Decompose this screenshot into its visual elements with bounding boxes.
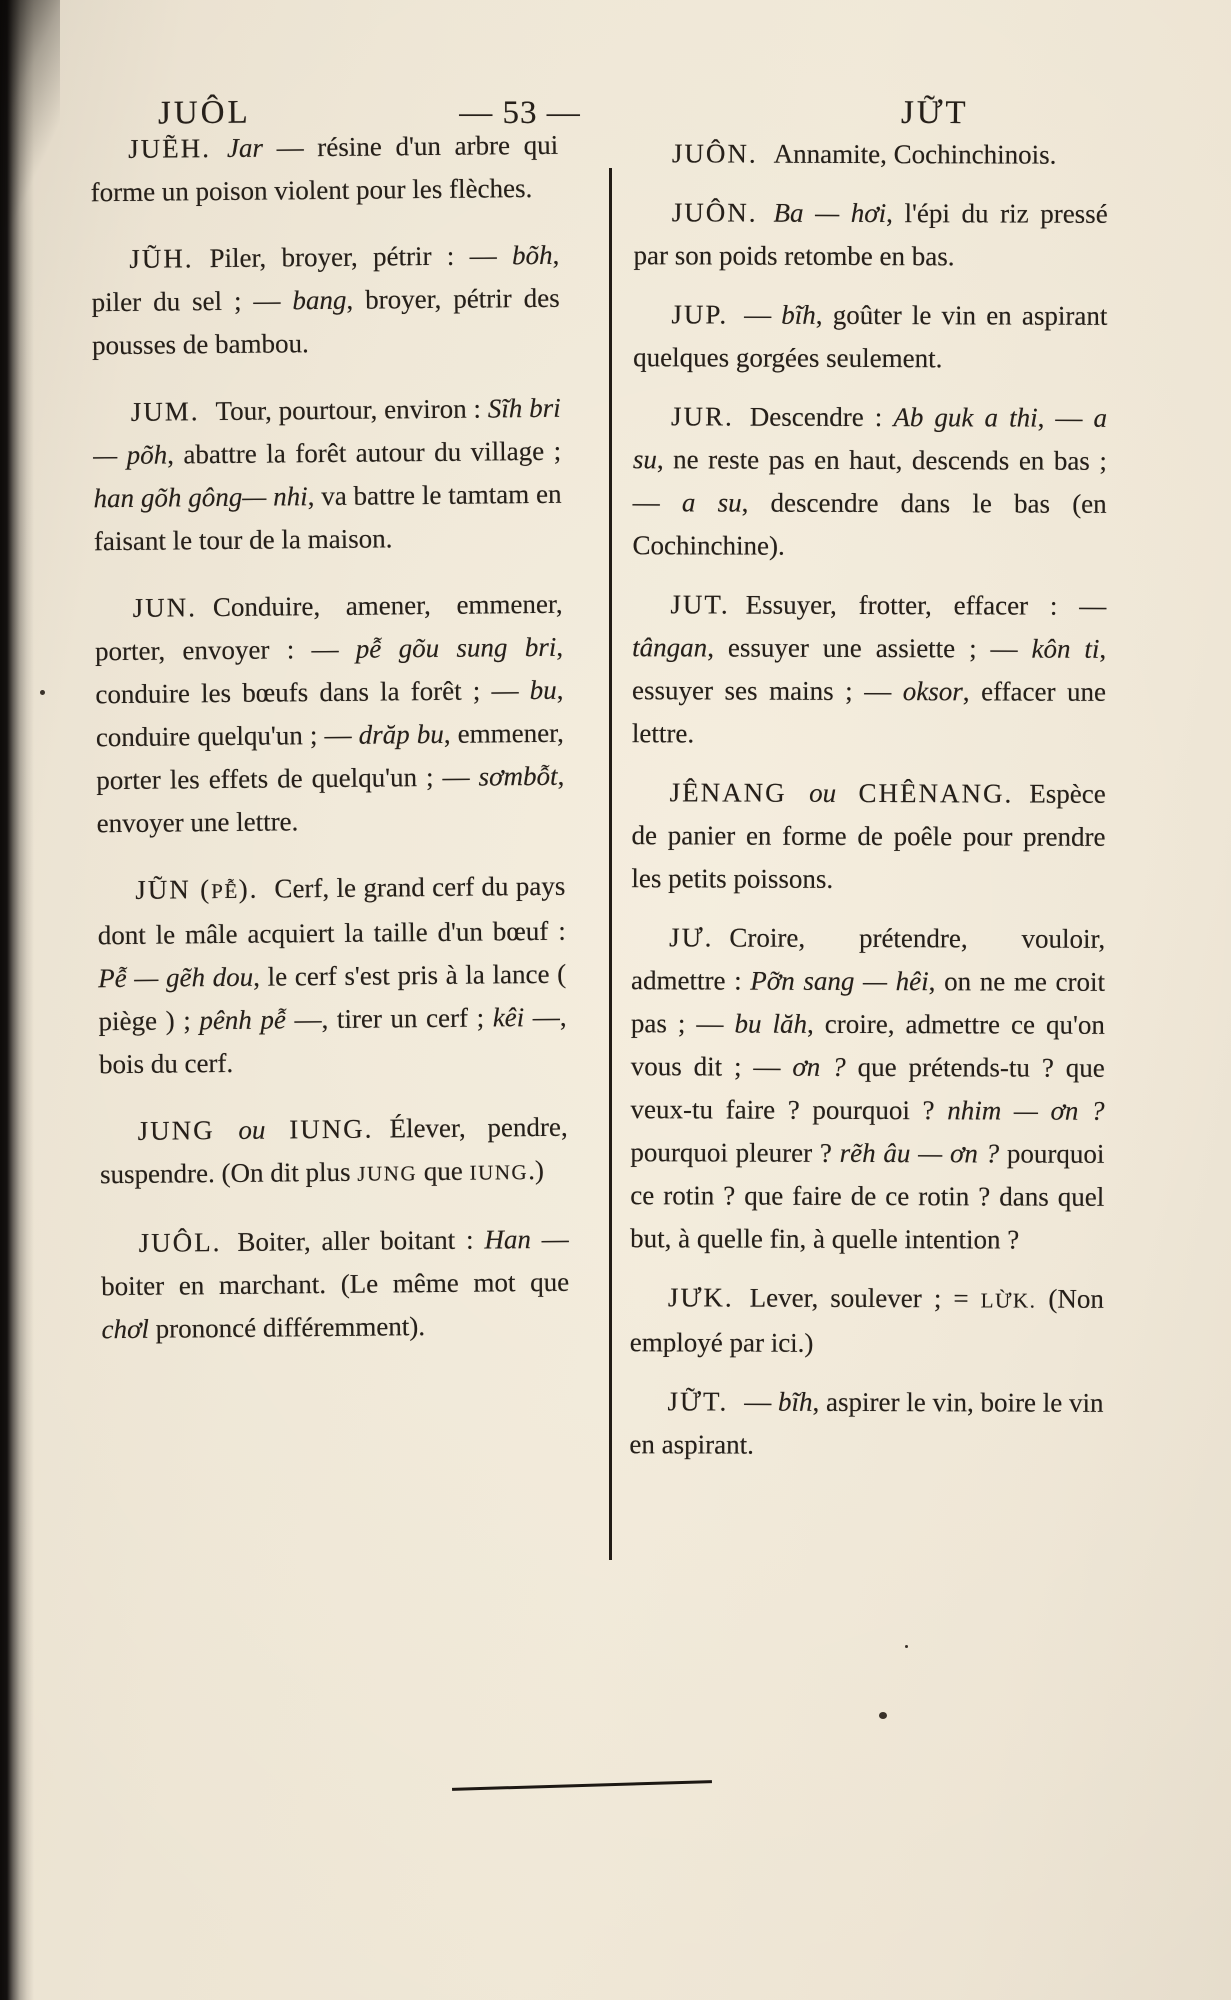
entry-italic-term: rẽh âu — ơn ? (839, 1137, 1000, 1169)
entry-headword: JUNG (137, 1114, 239, 1146)
entry-italic-term: a su (681, 487, 742, 518)
entry-text: .) (528, 1154, 545, 1186)
entry-headword: JƯ. (669, 922, 714, 953)
entry-text: que (416, 1155, 470, 1187)
entry-italic-term: Pễ — gẽh dou (98, 961, 254, 994)
dictionary-entry (633, 191, 1107, 279)
entry-text: Annamite, Cochinchinois. (773, 138, 1057, 170)
entry-italic-term: ou (809, 777, 837, 808)
entry-text: Croire, prétendre, vouloir, admettre : (630, 922, 1106, 996)
right-column (629, 132, 1108, 1484)
entry-italic-term: Ba — hơi (773, 197, 887, 229)
dictionary-entry (630, 916, 1105, 1262)
entry-italic-term: bõh (511, 239, 553, 271)
entry-text: , va battre le tamtam en faisant le tour de la maison. (93, 478, 562, 557)
entry-italic-term: sơmbỗt (478, 760, 558, 792)
entry-headword: CHÊNANG. (836, 777, 1014, 809)
dictionary-entry (634, 132, 1108, 177)
entry-italic-term: bang (292, 284, 347, 316)
entry-italic-term: Han (484, 1224, 532, 1255)
entry-smallcaps: PỄ (211, 878, 239, 904)
entry-text: Conduire, amener, emmener, porter, envoyer : — (94, 588, 563, 667)
ink-speck (879, 1712, 887, 1719)
entry-text: , piler du sel ; — (91, 239, 560, 318)
entry-headword: JUR. (670, 401, 734, 432)
entry-italic-term: Pỡn sang — hêi (750, 965, 929, 997)
entry-text: , descendre dans le bas (en Cochinchine). (632, 487, 1107, 561)
entry-text: , envoyer une lettre. (96, 760, 565, 839)
entry-italic-term: Ab guk a thi (893, 402, 1038, 433)
entry-headword: JUP. (671, 299, 729, 330)
dictionary-entry (94, 583, 564, 845)
entry-italic-term: han gõh gông— nhi (93, 481, 308, 514)
entry-text: prononcé différemment). (148, 1311, 426, 1344)
entry-headword: IUNG. (265, 1113, 374, 1145)
entry-italic-term: bu lăh (734, 1008, 808, 1039)
entry-text: —, tirer un cerf ; (285, 1002, 493, 1035)
dictionary-entry (633, 293, 1107, 381)
entry-smallcaps: LỪK. (980, 1288, 1037, 1313)
entry-italic-term: tângan (632, 632, 708, 663)
entry-text: — résine d'un arbre qui forme un poison violent pour les flèches. (90, 129, 559, 208)
entry-text: , goûter le vin en aspirant quelques gorgées seulement. (633, 299, 1108, 374)
entry-text: , essuyer une assiette ; — (707, 632, 1032, 664)
entry-italic-term: bĩh (777, 1386, 813, 1417)
entry-headword: ). (238, 873, 259, 904)
entry-text: que prétends-tu ? que veux-tu faire ? pourquoi ? (630, 1051, 1105, 1126)
entry-italic-term: kôn ti (1031, 633, 1100, 664)
entry-italic-term: bu (529, 674, 557, 706)
entry-text: , ne reste pas en haut, descends en bas ; — (632, 444, 1107, 518)
entry-text: , on ne me croit pas ; — (630, 966, 1106, 1039)
entry-headword: JUẼH. (128, 133, 212, 164)
entry-text: — boiter en marchant. (Le même mot que (100, 1223, 570, 1302)
entry-text: — (744, 299, 782, 330)
entry-text: , conduire les bœufs dans la forêt ; — (95, 631, 564, 710)
entry-headword: JUÔL. (138, 1227, 222, 1258)
entry-text: pourquoi pleurer ? (630, 1137, 840, 1168)
entry-text: Espèce de panier en forme de poêle pour prendre les petits poissons. (631, 778, 1106, 894)
dictionary-entry (631, 771, 1105, 902)
entry-text: Essuyer, frotter, effacer : — (745, 589, 1107, 621)
running-head-left: JUÔL (157, 94, 251, 132)
running-head-right: JỮT (900, 94, 969, 132)
entry-text: Descendre : (749, 401, 894, 433)
entry-text: , essuyer ses mains ; — (632, 633, 1107, 707)
entry-headword: JÊNANG (669, 777, 810, 808)
column-divider-rule (609, 168, 612, 1560)
entry-text: pourquoi ce rotin ? que faire de ce rotin ? dans quel but, à quelle fin, à quelle intention ? (630, 1138, 1105, 1255)
entry-text: Élever, pendre, suspendre. (On dit plus (99, 1111, 568, 1190)
scan-edge-corner-shadow (0, 0, 60, 260)
entry-text: Tour, pourtour, environ : (215, 393, 488, 427)
entry-text: Piler, broyer, pétrir : — (209, 240, 513, 274)
entry-text: , le cerf s'est pris à la lance ( piège ) ; (98, 958, 567, 1037)
entry-text: , conduire quelqu'un ; — (95, 674, 564, 753)
entry-italic-term: bĩh (781, 299, 816, 330)
entry-italic-term: Sĩh bri — põh (93, 392, 561, 471)
entry-text: Lever, soulever ; = (749, 1282, 981, 1314)
entry-headword: JUÔN. (671, 197, 758, 228)
entry-text: Boiter, aller boitant : (237, 1224, 485, 1257)
entry-smallcaps: IUNG (469, 1160, 529, 1185)
ink-speck (40, 690, 45, 695)
entry-text: , l'épi du riz pressé par son poids retombe en bas. (633, 198, 1108, 272)
entry-italic-term: pễ gõu sung bri (355, 631, 557, 664)
dictionary-entry (630, 1276, 1104, 1366)
entry-italic-term: Jar (226, 132, 264, 163)
footer-rule (452, 1780, 712, 1791)
entry-text: , croire, admettre ce qu'on vous dit ; — (630, 1008, 1105, 1082)
dictionary-entry (90, 124, 559, 214)
entry-text: , abattre la forêt autour du village ; (167, 435, 562, 470)
entry-italic-term: nhim — ơn ? (947, 1095, 1105, 1126)
dictionary-entry (632, 395, 1107, 569)
dictionary-entry (97, 865, 567, 1086)
entry-italic-term: pênh pễ (199, 1004, 287, 1036)
entry-headword: JƯK. (667, 1282, 734, 1313)
entry-italic-term: chơl (101, 1313, 150, 1345)
dictionary-entry (93, 387, 563, 563)
dictionary-entry (101, 1218, 570, 1351)
entry-italic-term: ơn ? (792, 1051, 846, 1082)
entry-text: , effacer une lettre. (631, 676, 1107, 749)
entry-headword: JŨH. (129, 243, 194, 274)
entry-headword: JỮT. (667, 1386, 729, 1417)
entry-text: , — (1037, 402, 1094, 433)
entry-text: Cerf, le grand cerf du pays dont le mâle acquiert la taille d'un bœuf : (97, 870, 566, 951)
entry-headword: JUN. (132, 592, 198, 623)
page-number: — 53 — (459, 95, 581, 131)
entry-smallcaps: JUNG (357, 1161, 418, 1186)
dictionary-entry (629, 1380, 1103, 1468)
dictionary-entry (99, 1106, 568, 1198)
entry-italic-term: kêi (492, 1002, 525, 1033)
entry-text: , broyer, pétrir des pousses de bambou. (91, 282, 560, 361)
entry-text: (Non employé par ici.) (629, 1283, 1104, 1358)
scan-edge-shadow (0, 0, 34, 2000)
ink-speck (905, 1645, 908, 1648)
entry-italic-term: ou (238, 1114, 266, 1145)
entry-text: , emmener, porter les effets de quelqu'un ; — (96, 717, 564, 796)
entry-italic-term: drăp bu (358, 718, 444, 750)
dictionary-entry (91, 234, 560, 367)
entry-headword: JŨN ( (135, 874, 212, 905)
entry-headword: JUT. (670, 589, 730, 620)
entry-headword: JUM. (130, 396, 200, 427)
entry-italic-term: oksor (902, 676, 963, 707)
entry-headword: JUÔN. (671, 138, 758, 169)
entry-text: , aspirer le vin, boire le vin en aspirant. (629, 1386, 1104, 1460)
entry-italic-term: a su (632, 402, 1108, 475)
entry-text: — (744, 1386, 779, 1417)
dictionary-entry (632, 583, 1107, 757)
entry-text: —, bois du cerf. (98, 1001, 567, 1080)
left-column (90, 124, 570, 1375)
